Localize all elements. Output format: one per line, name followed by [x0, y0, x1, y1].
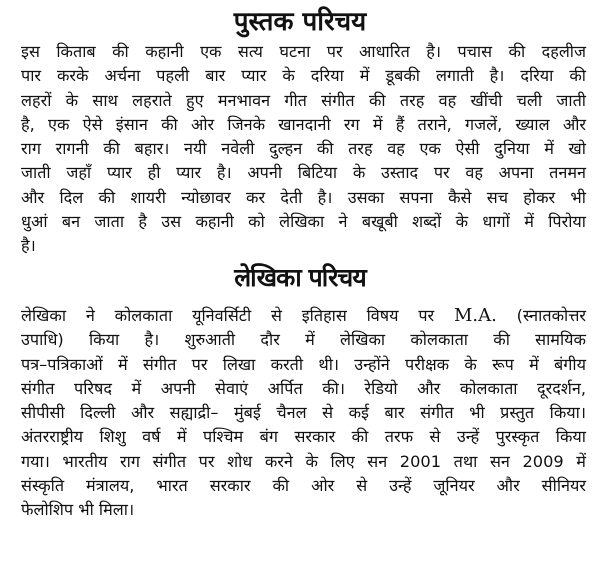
text-line: अंतरराष्ट्रीय शिशु वर्ष में पश्चिम बंग सरकार की तरफ से उन्हें पुरस्कृत किया [21, 427, 586, 447]
text-line: पत्र–पत्रिकाओं में संगीत पर लिखा करती थी। उन्होंने परीक्षक के रूप में बंगीय [21, 354, 586, 374]
text-line: फेलोशिप भी मिला। [21, 500, 135, 520]
text-line: धुआं बन जाता है उस कहानी को लेखिका ने बखूबी शब्दों के धागों में पिरोया [21, 212, 586, 232]
text-line: और दिल की शायरी न्योछावर कर देती है। उसका सपना कैसे सच होकर भी [21, 187, 587, 207]
text-segment: (स्नातकोत्तर [496, 306, 587, 325]
text-line: लहरों के साथ लहराते हुए मनभावन गीत संगीत की तरह वह खींची चली जाती [21, 90, 586, 110]
text-line: इस किताब की कहानी एक सत्य घटना पर आधारित है। पचास की दहलीज [21, 42, 586, 61]
degree-abbreviation: M.A. [453, 305, 497, 326]
text-line: उपाधि) किया है। शुरुआती दौर में लेखिका कोलकाता की सामयिक [21, 330, 586, 350]
text-line: संगीत परिषद में अपनी सेवाएं अर्पित की। रेडियो और कोलकाता दूरदर्शन, [21, 378, 586, 398]
book-intro-paragraph [21, 40, 586, 259]
text-segment: लेखिका ने कोलकाता यूनिवर्सिटी से इतिहास विषय पर [21, 306, 454, 325]
author-intro-paragraph [21, 304, 586, 523]
text-line: जाती जहाँ प्यार ही प्यार है। अपनी बिटिया के उस्ताद पर वह अपना तनमन [21, 163, 586, 183]
text-line: संस्कृति मंत्रालय, भारत सरकार की ओर से उन्हें जूनियर और सीनियर [21, 476, 586, 496]
text-line: गया। भारतीय राग संगीत पर शोध करने के लिए सन 2001 तथा सन 2009 में [21, 451, 586, 471]
book-intro-heading: पुस्तक परिचय [233, 7, 367, 37]
author-intro-heading: लेखिका परिचय [234, 263, 366, 292]
text-line: है। [21, 236, 36, 256]
text-line: राग रागनी की बहार। नयी नवेली दुल्हन की तरह वह एक ऐसी दुनिया में खो [21, 139, 586, 159]
text-line [21, 304, 586, 328]
text-line: सीपीसी दिल्ली और सह्याद्री– मुंबई चैनल से कई बार संगीत भी प्रस्तुत किया। [21, 403, 586, 423]
text-line: पार करके अर्चना पहली बार प्यार के दरिया में डूबकी लगाती है। दरिया की [21, 66, 586, 86]
text-line: है, एक ऐसे इंसान की ओर जिनके खानदानी रग में हैं तराने, गजलें, ख्याल और [21, 114, 586, 134]
